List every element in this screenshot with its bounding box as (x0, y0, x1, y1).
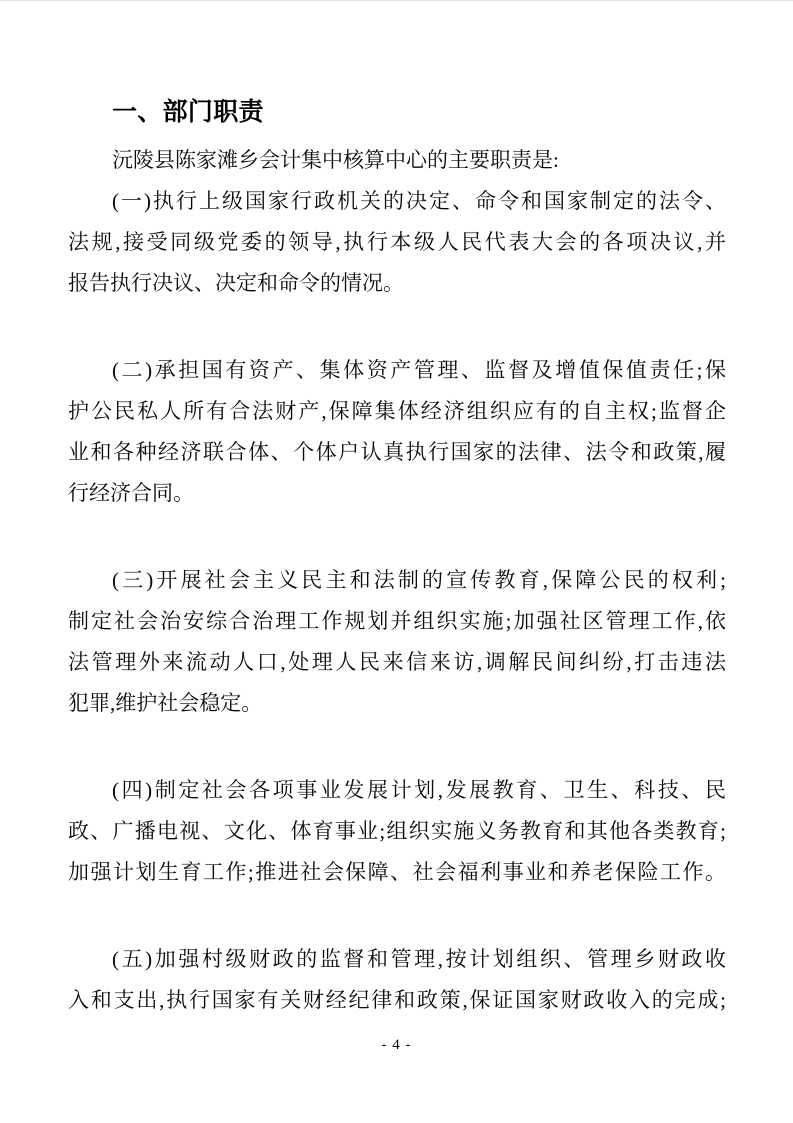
paragraph-5-line-1: (五)加强村级财政的监督和管理,按计划组织、管理乡财政收 (112, 947, 726, 971)
section-heading: 一、部门职责 (112, 98, 264, 126)
paragraph-2-line-4: 行经济合同。 (68, 481, 194, 505)
document-content (68, 97, 726, 1021)
paragraph-4 (68, 770, 726, 893)
paragraph-5-line-2: 入和支出,执行国家有关财经纪律和政策,保证国家财政收入的完成; (68, 988, 726, 1012)
paragraph-3-line-3: 法管理外来流动人口,处理人民来信来访,调解民间纠纷,打击违法 (68, 650, 726, 674)
paragraph-2-line-2: 护公民私人所有合法财产,保障集体经济组织应有的自主权;监督企 (68, 399, 726, 423)
paragraph-2-line-3: 业和各种经济联合体、个体户认真执行国家的法律、法令和政策,履 (68, 440, 726, 464)
intro-line: 沅陵县陈家滩乡会计集中核算中心的主要职责是: (112, 148, 559, 172)
paragraph-5 (68, 939, 726, 1021)
paragraph-1-line-1: (一)执行上级国家行政机关的决定、命令和国家制定的法令、 (112, 189, 726, 213)
paragraph-1 (68, 181, 726, 304)
paragraph-3-line-2: 制定社会治安综合治理工作规划并组织实施;加强社区管理工作,依 (68, 609, 726, 633)
page-number: - 4 - (381, 1037, 412, 1053)
intro-paragraph (68, 140, 726, 181)
page-footer (0, 1035, 793, 1055)
paragraph-3 (68, 560, 726, 724)
paragraph-4-line-2: 政、广播电视、文化、体育事业;组织实施义务教育和其他各类教育; (68, 819, 726, 843)
paragraph-2 (68, 350, 726, 514)
paragraph-3-line-1: (三)开展社会主义民主和法制的宣传教育,保障公民的权利; (112, 568, 726, 592)
paragraph-4-line-3: 加强计划生育工作;推进社会保障、社会福利事业和养老保险工作。 (68, 860, 726, 884)
paragraph-2-line-1: (二)承担国有资产、集体资产管理、监督及增值保值责任;保 (112, 358, 726, 382)
paragraph-1-line-3: 报告执行决议、决定和命令的情况。 (68, 271, 404, 295)
paragraph-3-line-4: 犯罪,维护社会稳定。 (68, 691, 263, 715)
paragraph-4-line-1: (四)制定社会各项事业发展计划,发展教育、卫生、科技、民 (112, 778, 726, 802)
paragraph-1-line-2: 法规,接受同级党委的领导,执行本级人民代表大会的各项决议,并 (68, 230, 726, 254)
